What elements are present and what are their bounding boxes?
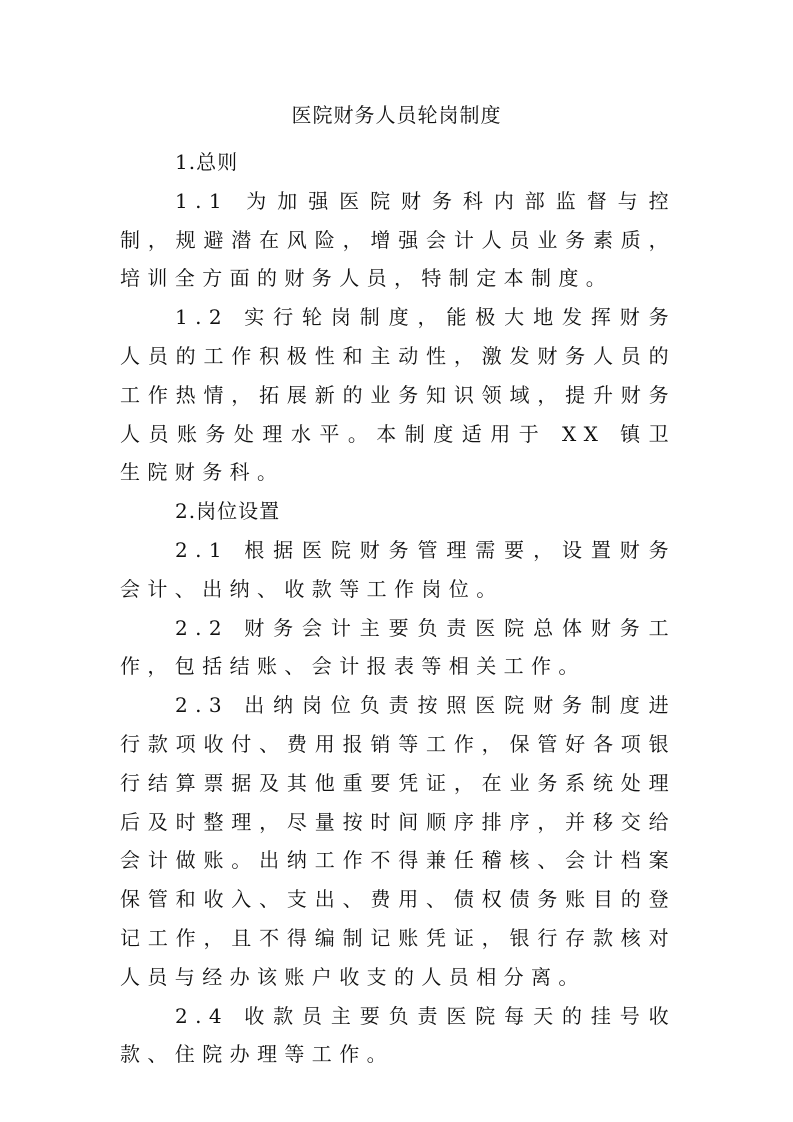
section-heading-general: 1.总则 [175,150,239,174]
document-body [120,143,676,1074]
paragraph-2-4: 2.4 收款员主要负责医院每天的挂号收款、住院办理等工作。 [120,1003,676,1067]
paragraph-1-1: 1.1 为加强医院财务科内部监督与控制，规避潜在风险，增强会计人员业务素质，培训全方面的财务人员，特制定本制度。 [120,188,676,291]
section-heading-positions: 2.岗位设置 [175,499,281,524]
document-title: 医院财务人员轮岗制度 [291,103,502,127]
paragraph-1-2: 1.2 实行轮岗制度，能极大地发挥财务人员的工作积极性和主动性，激发财务人员的工作热情，拓展新的业务知识领域，提升财务人员账务处理水平。本制度适用于 XX 镇卫生院财务科。 [120,305,676,485]
paragraph-2-2: 2.2 财务会计主要负责医院总体财务工作，包括结账、会计报表等相关工作。 [120,615,676,679]
paragraph-2-3: 2.3 出纳岗位负责按照医院财务制度进行款项收付、费用报销等工作，保管好各项银行结算票据及其他重要凭证，在业务系统处理后及时整理，尽量按时间顺序排序，并移交给会计做账。出纳工作不得兼任稽核、会计档案保管和收入、支出、费用、债权债务账目的登记工作，且不得编制记账凭证，银行存款核对人员与经办该账户收支的人员相分离。 [120,693,676,989]
paragraph-2-1: 2.1 根据医院财务管理需要，设置财务会计、出纳、收款等工作岗位。 [120,537,676,601]
